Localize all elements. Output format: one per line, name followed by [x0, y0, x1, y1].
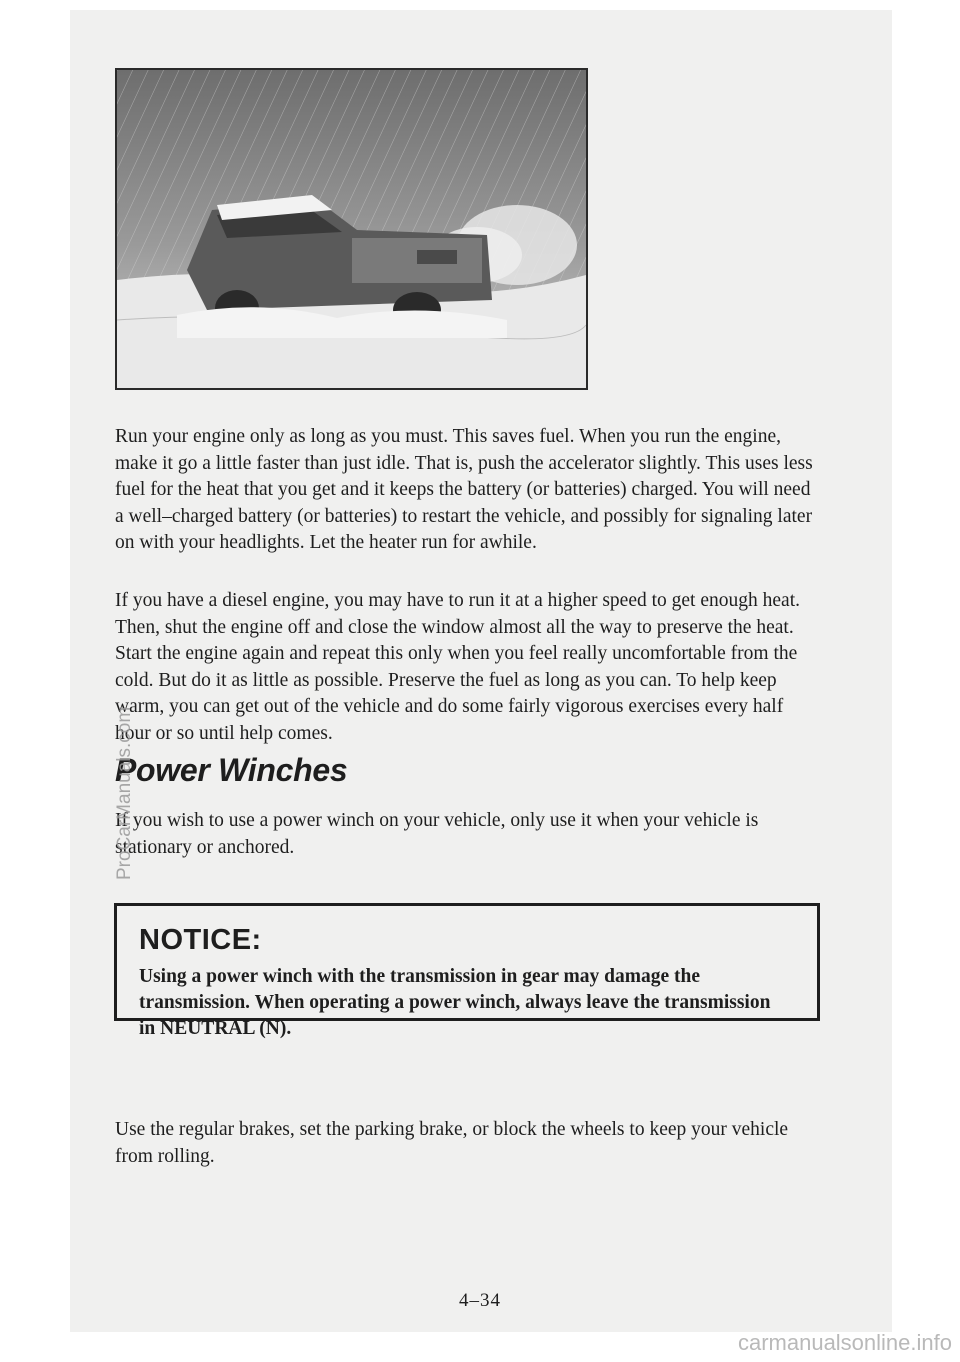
page-number: 4–34 — [459, 1290, 501, 1311]
engine-run-paragraph: Run your engine only as long as you must. This saves fuel. When you run the engine, make it go a little faster than just idle. That is, push the accelerator slightly. This uses less fuel for the heat that you get and it keeps the battery (or batteries) charged. You will need a well–charged battery (or batteries) to restart the vehicle, and possibly for signaling later on with your headlights. Let the heater run for awhile. — [115, 426, 813, 553]
footer-watermark: carmanualsonline.info — [737, 1330, 952, 1355]
winch-intro-paragraph: If you wish to use a power winch on your vehicle, only use it when your vehicle is stationary or anchored. — [115, 810, 759, 858]
notice-title: NOTICE: — [139, 924, 262, 956]
side-watermark: ProCarManuals.com — [114, 706, 135, 880]
notice-box — [114, 903, 820, 1039]
truck-in-snow-illustration — [115, 68, 588, 390]
snowstorm-scene — [117, 70, 586, 388]
diesel-engine-paragraph: If you have a diesel engine, you may have to run it at a higher speed to get enough heat. Then, shut the engine off and close the window almost all the way to preserve the heat. Start the engine again and repeat this only when you feel really uncomfortable from the cold. But do it as little as possible. Preserve the fuel as long as you can. To help keep warm, you can get out of the vehicle and do some fairly vigorous exercises every half hour or so until help comes. — [115, 590, 800, 744]
section-heading: Power Winches — [115, 752, 348, 788]
notice-body: Using a power winch with the transmission in gear may damage the transmission. When operating a power winch, always leave the transmission in NEUTRAL (N). — [139, 966, 771, 1039]
brakes-paragraph: Use the regular brakes, set the parking brake, or block the wheels to keep your vehicle from rolling. — [115, 1119, 789, 1167]
